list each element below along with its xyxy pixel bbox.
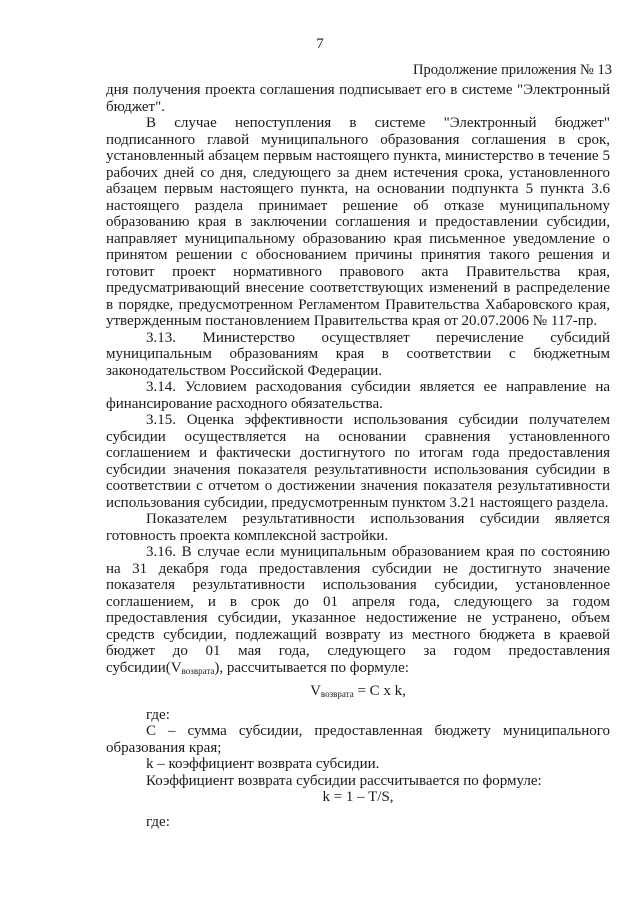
where-label-1: где:: [146, 706, 170, 723]
formula-refund: [106, 683, 610, 703]
appendix-note: Продолжение приложения № 13: [413, 62, 612, 78]
paragraph-3-16-text: 3.16. В случае если муниципальным образованием края по состоянию на 31 декабря года предоставления субсидии не достигнуто значение показателя результативности использования субсидии, установленное соглашением, и в срок до 01 апреля года, следующего за годом предоставления субсидии, указанное недостижение не устранено, объем средств субсидии, подлежащий возврату из местного бюджета в краевой бюджет до 01 мая года, следующего за годом предоставления субсидии(V: [106, 544, 610, 676]
paragraph-continuation: дня получения проекта соглашения подписывает его в системе "Электронный бюджет".: [106, 82, 610, 115]
paragraph-3-16: [106, 544, 610, 679]
paragraph-3-15: 3.15. Оценка эффективности использования субсидии получателем субсидии осуществляется на основании сравнения установленного соглашением и фактически достигнутого по итогам года предоставления субсидии значения показателя результативности использования субсидии в соответствии с отчетом о достижении значения показателя результативности использования субсидии, предусмотренным пунктом 3.21 настоящего раздела.: [106, 412, 610, 511]
paragraph-indicator: Показателем результативности использования субсидии является готовность проекта комплексной застройки.: [106, 511, 610, 544]
page-number: 7: [316, 36, 324, 52]
formula-refund-subscript: возврата: [320, 689, 354, 699]
definition-k: k – коэффициент возврата субсидии.: [146, 756, 380, 772]
paragraph-3-16-subscript: возврата: [181, 665, 215, 676]
definition-c: С – сумма субсидии, предоставленная бюджету муниципального образования края;: [106, 723, 610, 756]
paragraph-3-16-tail: ), рассчитывается по формуле:: [214, 659, 409, 676]
formula-k: k = 1 – T/S,: [322, 789, 394, 805]
paragraph-k-formula-intro: Коэффициент возврата субсидии рассчитывается по формуле:: [146, 772, 542, 789]
document-body: [106, 82, 610, 830]
paragraph-non-receipt: В случае непоступления в системе "Электронный бюджет" подписанного главой муниципального образования соглашения в срок, установленный абзацем первым настоящего пункта, министерство в течение 5 рабочих дней со дня, следующего за днем истечения срока, установленного абзацем первым настоящего пункта, на основании подпункта 5 пункта 3.6 настоящего раздела принимает решение об отказе муниципальному образованию края в заключении соглашения и предоставлении субсидии, направляет муниципальному образованию края письменное уведомление о принятом решении с обоснованием причины принятия такого решения и готовит проект нормативного правового акта Правительства края, предусматривающий внесение соответствующих изменений в распределение в порядке, предусмотренном Регламентом Правительства Хабаровского края, утвержденным постановлением Правительства края от 20.07.2006 № 117-пр.: [106, 115, 610, 329]
formula-refund-v: V: [310, 683, 321, 699]
formula-refund-rest: = C x k,: [353, 683, 406, 699]
paragraph-3-14: 3.14. Условием расходования субсидии является ее направление на финансирование расходного обязательства.: [106, 379, 610, 412]
paragraph-3-13: 3.13. Министерство осуществляет перечисление субсидий муниципальным образованиям края в соответствии с бюджетным законодательством Российской Федерации.: [106, 329, 610, 379]
where-label-2: где:: [146, 813, 170, 830]
